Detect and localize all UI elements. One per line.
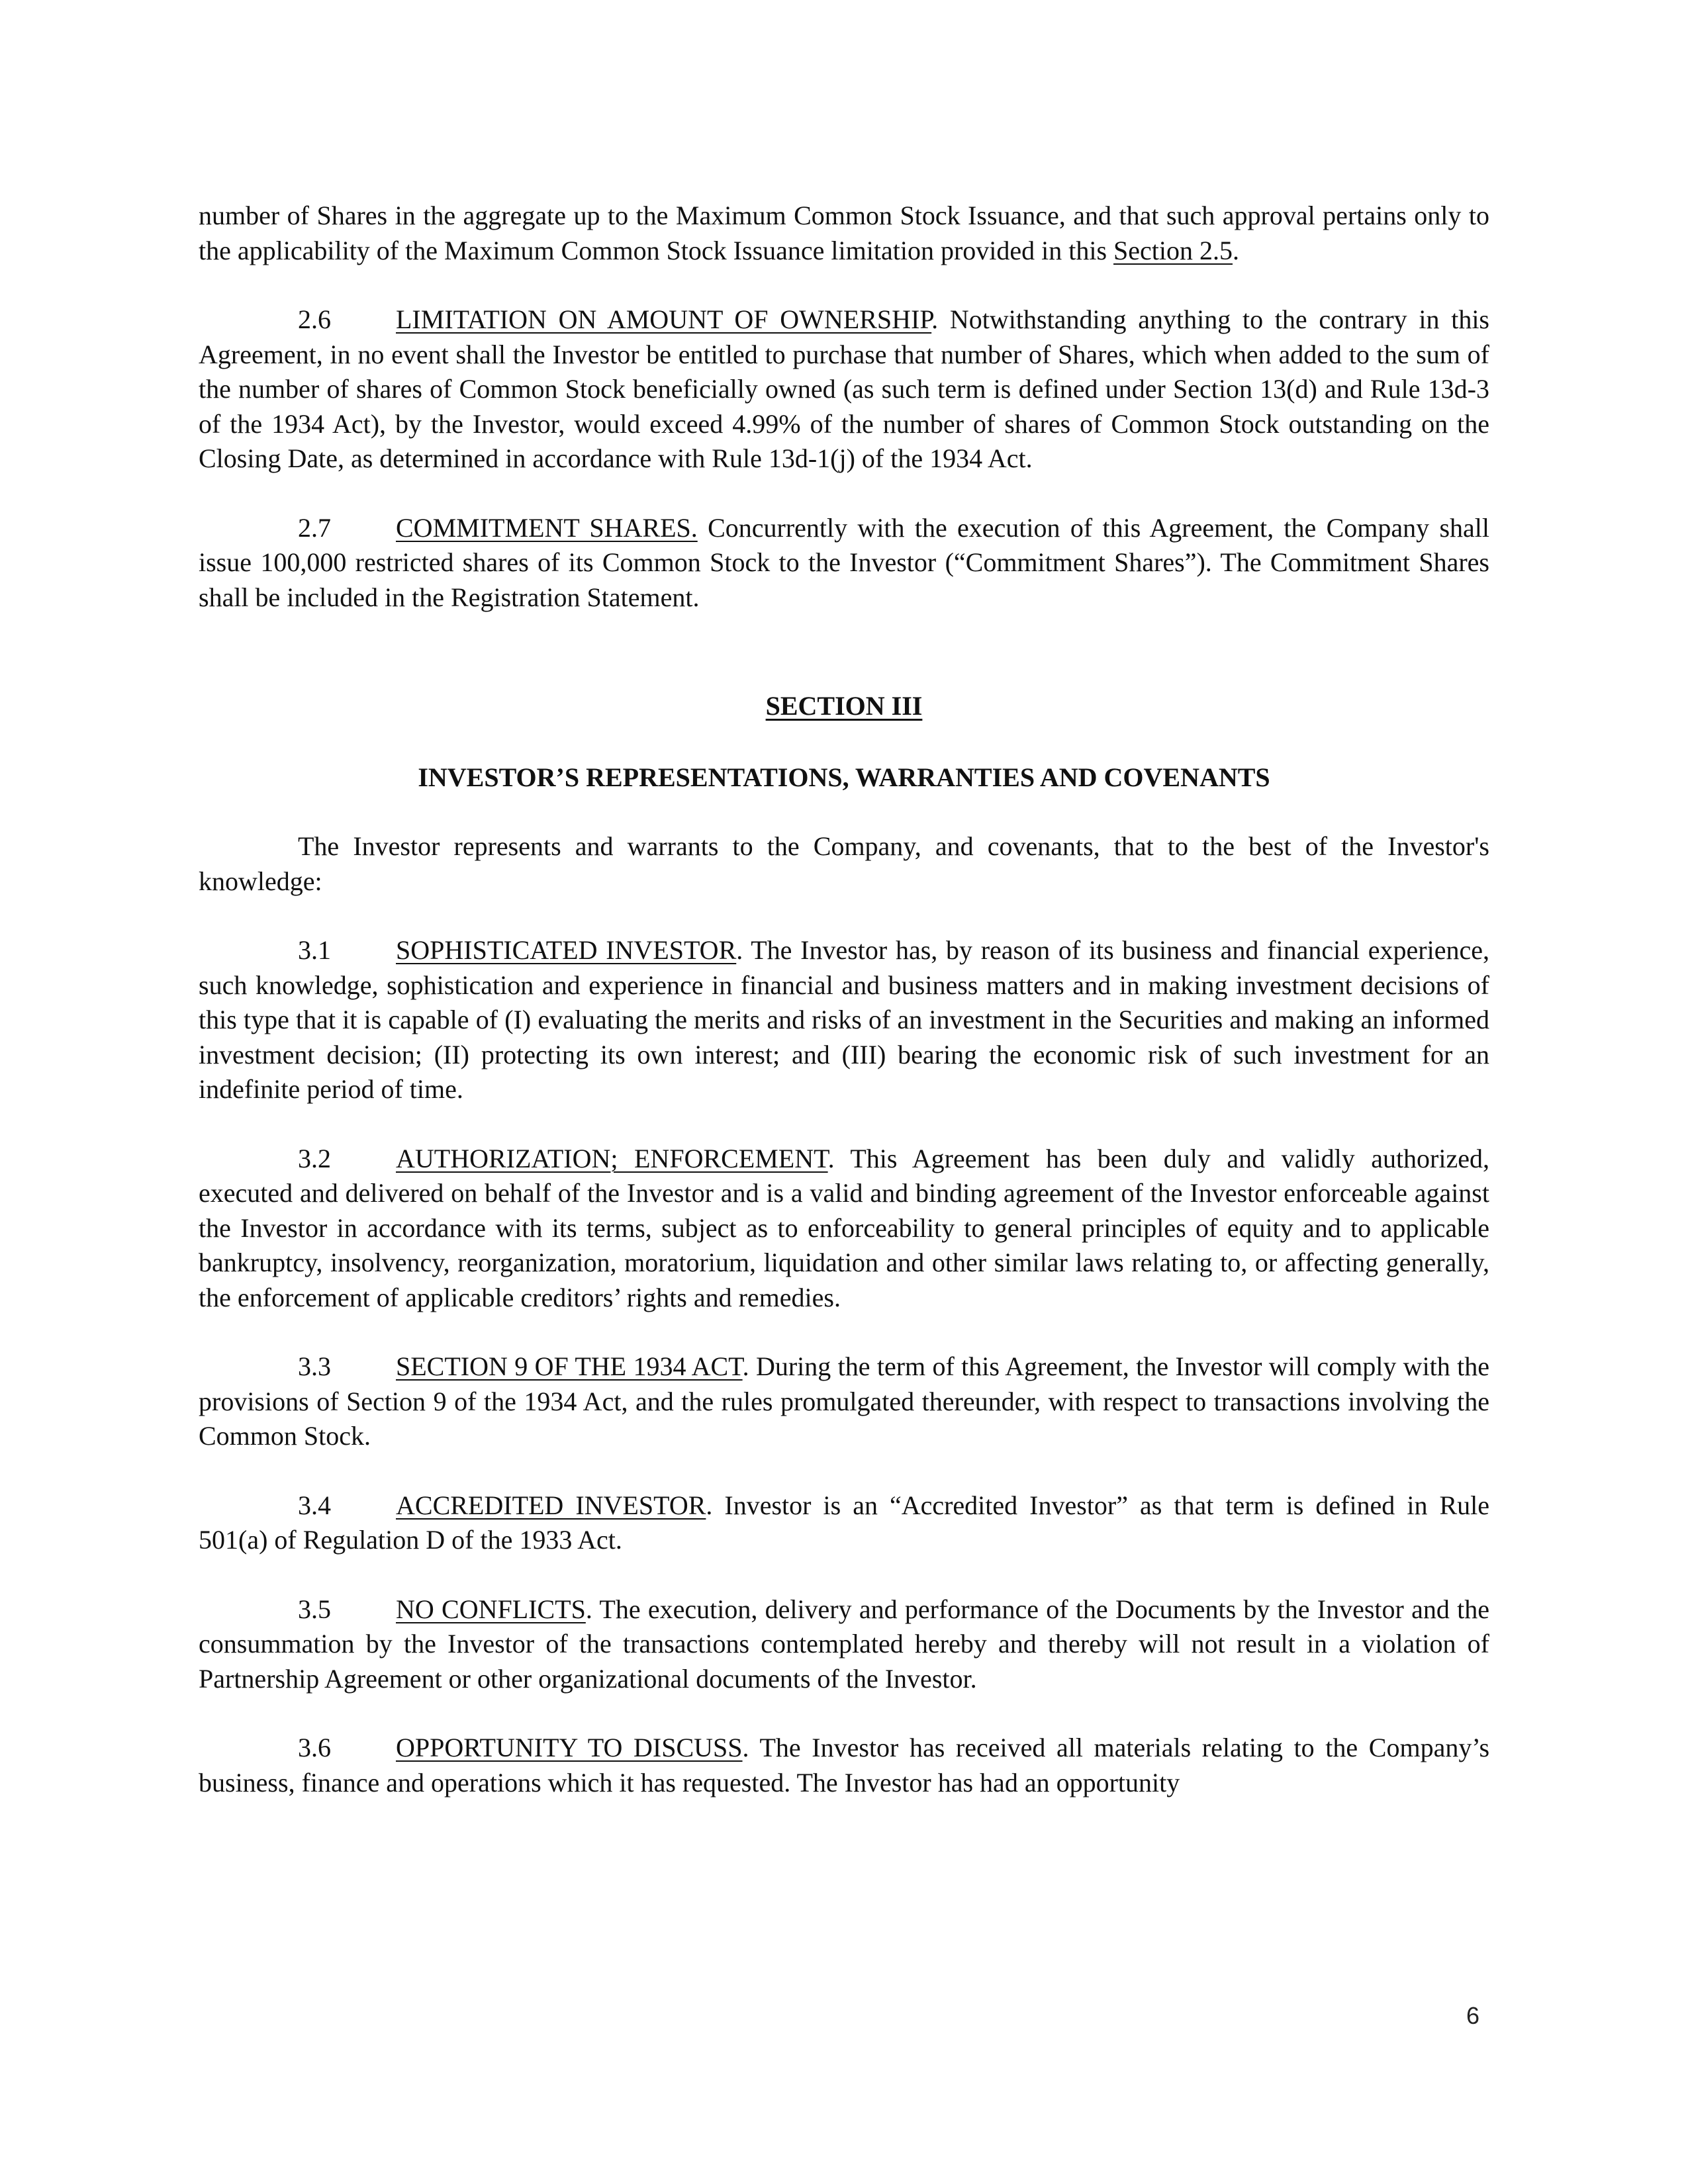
paragraph-number: 2.7 (298, 512, 331, 543)
continuation-paragraph (199, 199, 1489, 268)
paragraph-heading: COMMITMENT SHARES. (396, 512, 698, 543)
paragraph-3-6 (199, 1731, 1489, 1800)
section-reference: Section 2.5 (1113, 235, 1233, 265)
document-page (199, 199, 1489, 1800)
paragraph-body: . Notwithstanding anything to the contrary in this Agreement, in no event shall the Investor be entitled to purchase that number of Shares, which when added to the sum of the number of shares of Common Stock beneficially owned (as such term is defined under Section 13(d) and Rule 13d-3 of the 1934 Act), by the Investor, would exceed 4.99% of the number of shares of Common Stock outstanding on the Closing Date, as determined in accordance with Rule 13d-1(j) of the 1934 Act. (199, 304, 1490, 473)
paragraph-body: . Investor is an “Accredited Investor” as that term is defined in Rule 501(a) of Regulation D of the 1933 Act. (199, 1490, 1489, 1555)
paragraph-heading: SOPHISTICATED INVESTOR (396, 935, 737, 965)
paragraph-heading: NO CONFLICTS (396, 1594, 586, 1624)
paragraph-number: 3.2 (298, 1143, 331, 1173)
section-subtitle: INVESTOR’S REPRESENTATIONS, WARRANTIES AND COVENANTS (418, 762, 1270, 792)
paragraph-2-7 (199, 511, 1489, 615)
section-intro: The Investor represents and warrants to the Company, and covenants, that to the best of the Investor's knowledge: (199, 831, 1489, 896)
continuation-end: . (1233, 235, 1240, 265)
paragraph-number: 3.3 (298, 1351, 331, 1381)
continuation-text: number of Shares in the aggregate up to the Maximum Common Stock Issuance, and that such approval pertains only to the applicability of the Maximum Common Stock Issuance limitation provided in this (199, 201, 1489, 265)
paragraph-3-5 (199, 1592, 1489, 1697)
paragraph-3-2 (199, 1142, 1489, 1316)
paragraph-heading: OPPORTUNITY TO DISCUSS (396, 1733, 743, 1762)
paragraph-number: 3.6 (298, 1733, 331, 1762)
paragraph-number: 3.4 (298, 1490, 331, 1520)
paragraph-heading: ACCREDITED INVESTOR (396, 1490, 706, 1520)
paragraph-3-3 (199, 1349, 1489, 1454)
paragraph-number: 3.5 (298, 1594, 331, 1624)
paragraph-heading: SECTION 9 OF THE 1934 ACT (396, 1351, 743, 1381)
paragraph-body: . The execution, delivery and performance of the Documents by the Investor and the consummation by the Investor of the transactions contemplated hereby and thereby will not result in a violation of Partnership Agreement or other organizational documents of the Investor. (199, 1594, 1489, 1694)
paragraph-body: . This Agreement has been duly and validly authorized, executed and delivered on behalf of the Investor and is a valid and binding agreement of the Investor enforceable against the Investor in accordance with its terms, subject as to enforceability to general principles of equity and to applicable bankruptcy, insolvency, reorganization, moratorium, liquidation and other similar laws relating to, or affecting generally, the enforcement of applicable creditors’ rights and remedies. (199, 1143, 1490, 1312)
paragraph-3-1 (199, 933, 1489, 1107)
paragraph-body: . The Investor has received all materials relating to the Company’s business, finance and operations which it has requested. The Investor has had an opportunity (199, 1733, 1490, 1797)
paragraph-body: Concurrently with the execution of this Agreement, the Company shall issue 100,000 restricted shares of its Common Stock to the Investor (“Commitment Shares”). The Commitment Shares shall be included in the Registration Statement. (199, 512, 1489, 612)
paragraph-number: 3.1 (298, 935, 331, 965)
page-number: 6 (1466, 2002, 1480, 2029)
paragraph-body: . The Investor has, by reason of its business and financial experience, such knowledge, sophistication and experience in financial and business matters and in making investment decisions of this type that it is capable of (I) evaluating the merits and risks of an investment in the Securities and making an informed investment decision; (II) protecting its own interest; and (III) bearing the economic risk of such investment for an indefinite period of time. (199, 935, 1489, 1104)
paragraph-3-4 (199, 1488, 1489, 1558)
paragraph-number: 2.6 (298, 304, 331, 334)
section-title: SECTION III (765, 691, 923, 721)
paragraph-heading: LIMITATION ON AMOUNT OF OWNERSHIP (396, 304, 932, 334)
paragraph-body: . During the term of this Agreement, the Investor will comply with the provisions of Section 9 of the 1934 Act, and the rules promulgated thereunder, with respect to transactions involving the Common Stock. (199, 1351, 1490, 1451)
paragraph-2-6 (199, 302, 1489, 477)
paragraph-heading: AUTHORIZATION; ENFORCEMENT (396, 1143, 828, 1173)
